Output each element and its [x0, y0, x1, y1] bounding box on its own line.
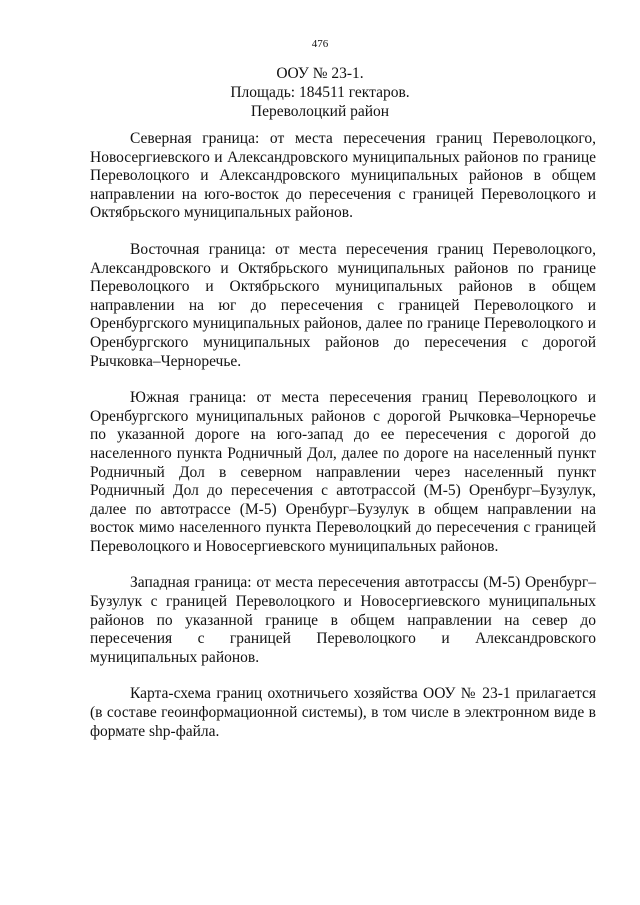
south-boundary-paragraph: Южная граница: от места пересечения границ Переволоцкого и Оренбургского муниципальных районов с дорогой Рычковка–Черноречье по указанной дороге на юго-запад до ее пересечения с дорогой до населенного пункта Родничный Дол, далее по дороге на населенный пункт Родничный Дол в северном направлении через населенный пункт Родничный Дол до пересечения с автотрассой (М-5) Оренбург–Бузулук, далее по автотрассе (М-5) Оренбург–Бузулук в общем направлении на восток мимо населенного пункта Переволоцкий до пересечения с границей Переволоцкого и Новосергиевского муниципальных районов.: [90, 389, 596, 555]
document-header: [0, 64, 640, 121]
map-attachment-paragraph: Карта-схема границ охотничьего хозяйства ООУ № 23-1 прилагается (в составе геоинформационной системы), в том числе в электронном виде в формате shp-файла.: [90, 685, 596, 740]
hunting-ground-id: ООУ № 23-1.: [276, 65, 364, 82]
area-line: Площадь: 184511 гектаров.: [230, 84, 410, 101]
west-boundary-paragraph: Западная граница: от места пересечения автотрассы (М-5) Оренбург–Бузулук с границей Переволоцкого и Новосергиевского муниципальных районов по указанной границе в общем направлении на север до пересечения с границей Переволоцкого и Александровского муниципальных районов.: [90, 574, 596, 666]
district-name: Переволоцкий район: [250, 103, 390, 120]
east-boundary-paragraph: Восточная граница: от места пересечения границ Переволоцкого, Александровского и Октябрьского муниципальных районов по границе Переволоцкого и Октябрьского муниципальных районов в общем направлении на юг до пересечения с границей Переволоцкого и Оренбургского муниципальных районов, далее по границе Переволоцкого и Оренбургского муниципальных районов до пересечения с дорогой Рычковка–Черноречье.: [90, 240, 596, 370]
document-body: [90, 130, 596, 759]
north-boundary-paragraph: Северная граница: от места пересечения границ Переволоцкого, Новосергиевского и Александровского муниципальных районов по границе Переволоцкого и Александровского муниципальных районов в общем направлении на юго-восток до пересечения с границей Переволоцкого и Октябрьского муниципальных районов.: [90, 130, 596, 222]
page-number: 476: [311, 38, 329, 50]
